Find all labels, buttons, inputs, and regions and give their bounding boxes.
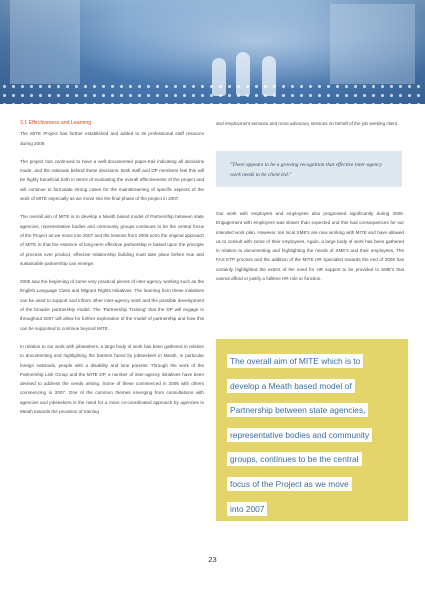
paragraph: The MITE Project has further established and added to its professional staff resource during 2006.	[20, 131, 204, 146]
paragraph: and employment services and more advocacy services on behalf of the job seeking client.	[216, 121, 399, 126]
pull-quote-box	[216, 339, 408, 521]
right-column-body	[216, 209, 404, 292]
right-column-intro	[216, 119, 404, 137]
pull-quote-line: focus of the Project as we move	[227, 477, 352, 491]
pull-quote-line: groups, continues to be the central	[227, 452, 362, 466]
section-heading: 3.1 Effectiveness and Learning	[20, 120, 92, 126]
paragraph: In relation to our work with jobseekers, a large body of work has been gathered in relation to documenting and highlighting the barriers faced by jobseekers in Meath, in particular foreign nationals, people with a disability and lone parents. Through the work of the Partnership Link Group and the MITE DP, a number of inter-agency initiatives have been devised to address the needs arising. Some of these commenced in 2006 with others commencing in 2007. One of the common themes emerging from consultations with agencies and jobseekers is the need for a more co-coordinated approach by agencies in Meath towards the provision of training	[20, 343, 204, 415]
pull-quote-line: The overall aim of MITE which is to	[227, 354, 363, 368]
pull-quote-line: into 2007	[227, 502, 267, 516]
photo-building	[330, 4, 415, 84]
pull-quote-line: develop a Meath based model of	[227, 379, 355, 393]
pull-quote-text	[227, 349, 397, 521]
page-number: 23	[208, 555, 217, 564]
pull-quote-line: Partnership between state agencies,	[227, 403, 368, 417]
header-photo	[0, 0, 425, 104]
dot-pattern	[0, 82, 425, 104]
left-column	[20, 119, 204, 425]
pull-quote-line: representative bodies and community	[227, 428, 372, 442]
paragraph: The overall aim of MITE is to develop a Meath based model of Partnership between state agencies, representative bodies and community groups continues to be the central focus of the Project as we move into 2007 and the lessons from 2006 echo the original approach of MITE in that the essence of long-term effective partnership is based upon the principle of process over product, effective relationship building must take place before true and sustainable partnership can emerge.	[20, 214, 204, 266]
paragraph: 2006 saw the beginning of some very practical pieces of inter-agency working such as the English Language Class and Migrant Rights Initiatives. The learning from these initiatives can be used to support and inform other inter-agency work and the possible development of the broader partnership model. The 'Partnership Training' that the DP will engage in throughout 2007 will allow for further exploration of the model of partnership and how this can be supported to continue beyond MITE.	[20, 279, 204, 331]
photo-building	[10, 0, 80, 84]
paragraph: The project has continued to have a well-documented paper-trail indicating all decisions made, and the rationale behind these decisions. Both staff and DP members feel this will be highly beneficial both in terms of evaluating the overall effectiveness of the project and will continue to formulate strong cases for the mainstreaming of specific aspects of the work of MITE especially as we move into the final phase of the project in 2007.	[20, 158, 204, 202]
paragraph: Our work with employers and employees also progressed significantly during 2006. Engagement with employers was slower than expected and this had consequences for our intended work plan. However, ten local SME's are now working with MITE and have allowed us to consult with some of their employees. Again, a large body of work has been gathered in relation to documenting and highlighting the needs of SME's and their employees. The FAS ETP process and the addition of the MITE HR Specialist towards the end of 2006 has certainly highlighted the extent of the need for HR support to be provided to SME's that cannot afford or justify a fulltime HR role or function.	[216, 211, 404, 282]
callout-quote: "There appears to be a growing recognition that effective inter-agency work needs to be client led."	[216, 151, 402, 187]
